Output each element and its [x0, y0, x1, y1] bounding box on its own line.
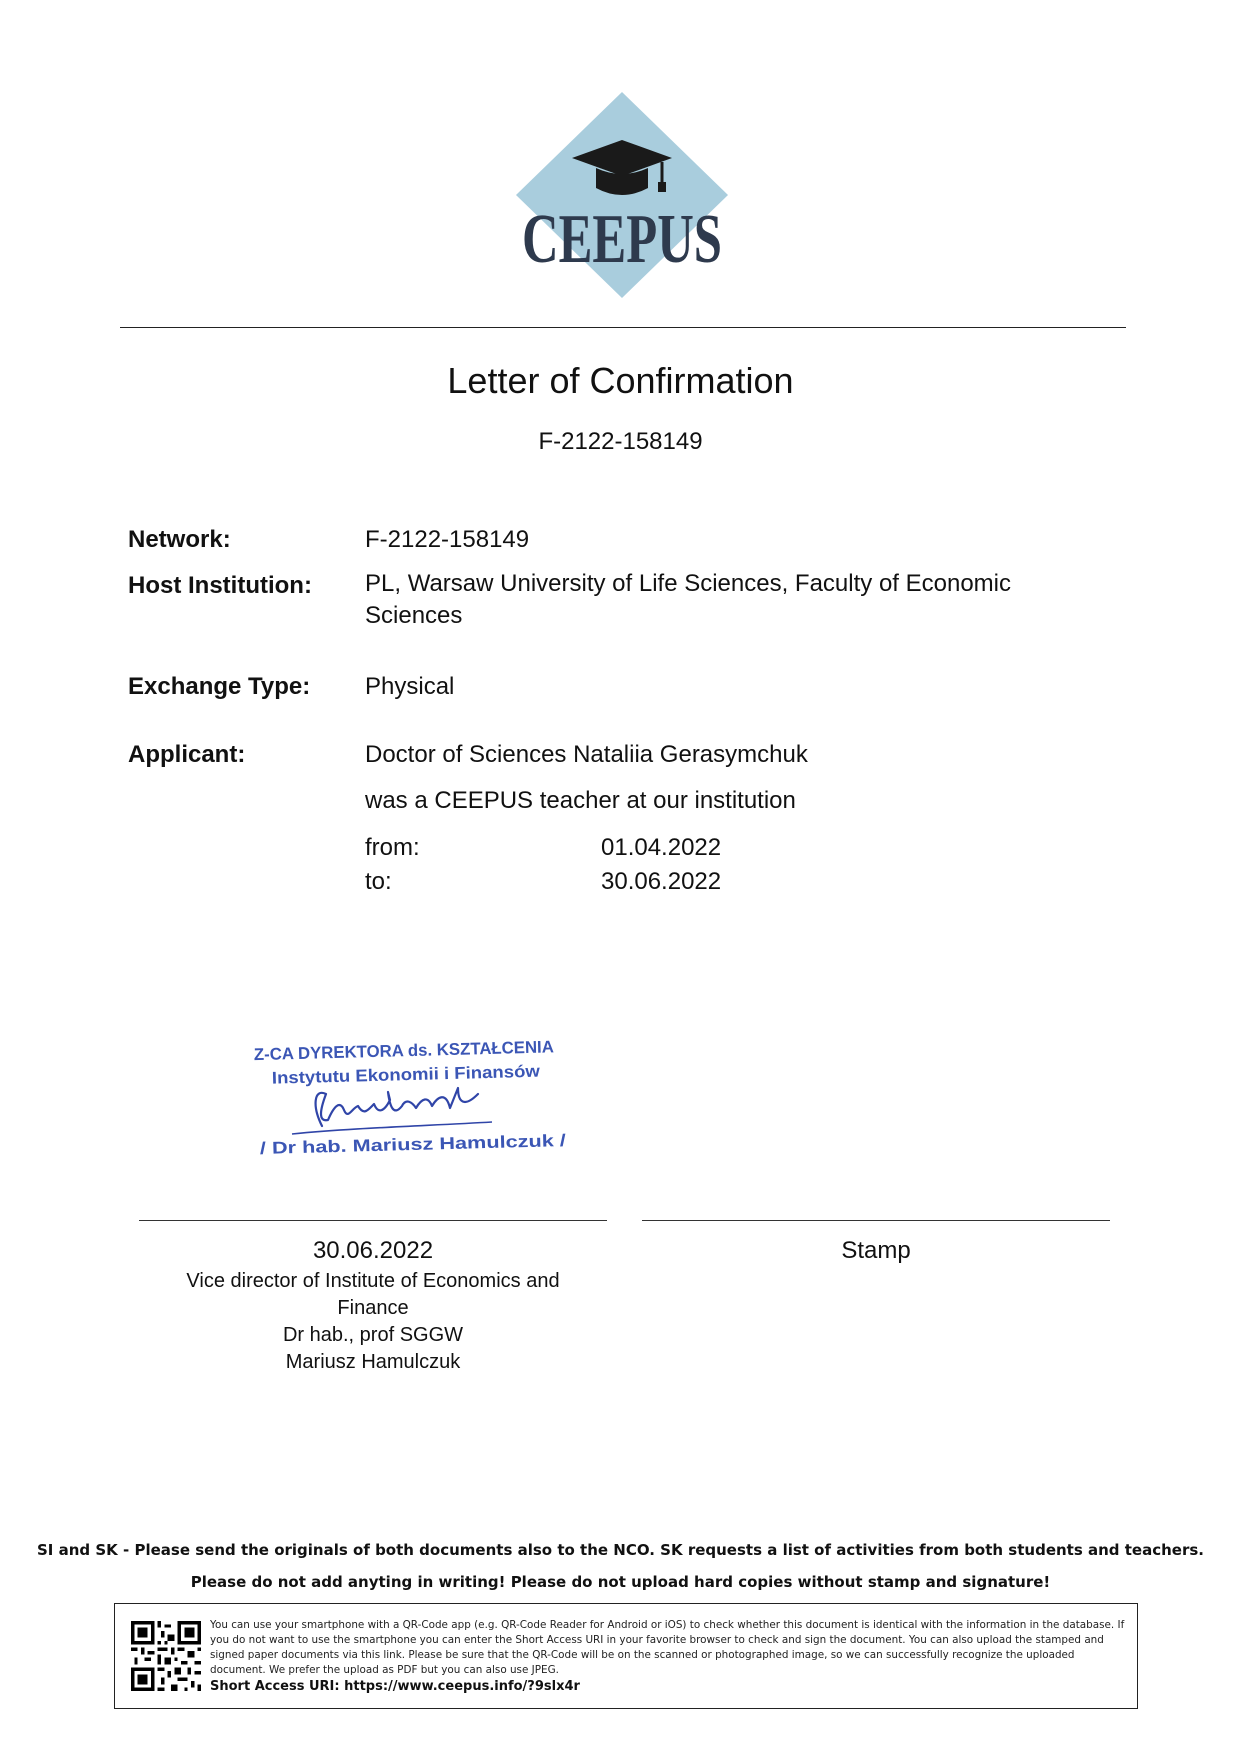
reference-number: F-2122-158149: [538, 428, 703, 455]
signatory-name: Mariusz Hamulczuk: [285, 1351, 461, 1373]
signature-date: 30.06.2022: [312, 1237, 434, 1264]
logo-text: CEEPUS: [522, 201, 722, 278]
signatory-role-line-2: Finance: [337, 1297, 409, 1319]
signatory-title: Dr hab., prof SGGW: [282, 1324, 464, 1346]
exchange-type-value: Physical: [365, 673, 455, 700]
footer-instructions: You can use your smartphone with a QR-Code app (e.g. QR-Code Reader for Android or iOS) to check whether this document is identical with the information in the database. If you do not want to use the smartphone you can enter the Short Access URI in your favorite browser to check and sign the document. You can also upload the stamped and signed paper documents via this link. Please be sure that the QR-Code will be on the scanned or photographed image, so we can successfully recognize the uploaded document. We prefer the upload as PDF but you can also use JPEG.: [210, 1619, 1125, 1676]
host-institution-value: PL, Warsaw University of Life Sciences, Faculty of Economic Sciences: [365, 570, 1012, 629]
from-date: 01.04.2022: [601, 834, 722, 861]
ceepus-logo: [512, 92, 732, 298]
header-divider: [120, 327, 1126, 328]
qr-code-icon: [131, 1621, 201, 1691]
stamp-line-1: Z-CA DYREKTORA ds. KSZTAŁCENIA: [253, 1037, 559, 1065]
from-label: from:: [365, 834, 420, 861]
official-stamp-signature: [252, 1036, 582, 1176]
short-access-uri: [210, 1679, 580, 1694]
document-title: Letter of Confirmation: [447, 360, 794, 401]
handwritten-signature: [316, 1088, 478, 1126]
applicant-role: was a CEEPUS teacher at our institution: [365, 787, 796, 814]
host-institution-label: Host Institution:: [128, 572, 312, 599]
short-access-uri-link[interactable]: https://www.ceepus.info/?9slx4r: [344, 1679, 580, 1694]
network-value: F-2122-158149: [365, 526, 530, 553]
notice-line-1: SI and SK - Please send the originals of both documents also to the NCO. SK requests a list of activities from both students and teachers.: [37, 1541, 1204, 1559]
signature-line: [139, 1220, 607, 1221]
stamp-line-3: / Dr hab. Mariusz Hamulczuk /: [259, 1132, 501, 1158]
short-access-uri-label: Short Access URI:: [210, 1679, 340, 1694]
applicant-label: Applicant:: [128, 741, 246, 768]
to-label: to:: [365, 868, 392, 895]
stamp-line: [642, 1220, 1110, 1221]
to-date: 30.06.2022: [601, 868, 722, 895]
signatory-role-line-1: Vice director of Institute of Economics and: [186, 1270, 560, 1292]
exchange-type-label: Exchange Type:: [128, 673, 311, 700]
signatory-block: [160, 1268, 586, 1376]
stamp-label: Stamp: [841, 1237, 911, 1264]
network-label: Network:: [128, 526, 231, 553]
notice-line-2: Please do not add anyting in writing! Please do not upload hard copies without stamp and signature!: [190, 1573, 1051, 1591]
applicant-value: Doctor of Sciences Nataliia Gerasymchuk: [365, 741, 808, 768]
stamp-line-2: Instytutu Ekonomii i Finansów: [271, 1062, 518, 1088]
